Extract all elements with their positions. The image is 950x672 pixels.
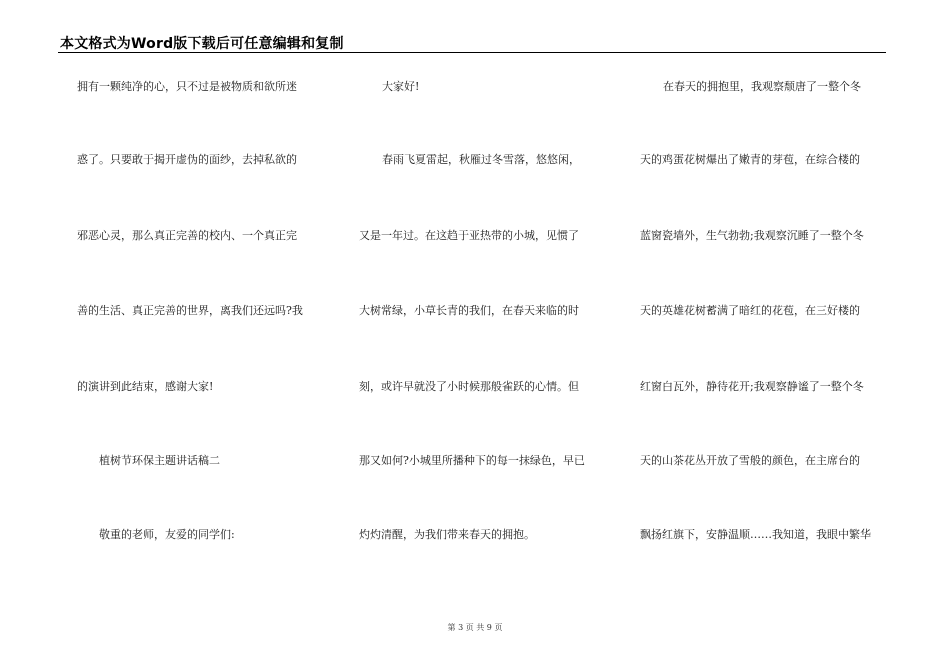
section-heading: 植树节环保主题讲话稿二 xyxy=(99,454,220,467)
paragraph-line: 飘扬红旗下，安静温顺……我知道，我眼中繁华 xyxy=(640,528,871,541)
header-divider xyxy=(58,52,886,53)
paragraph-line: 拥有一颗纯净的心，只不过是被物质和欲所迷 xyxy=(77,80,297,93)
paragraph-line: 敬重的老师，友爱的同学们: xyxy=(99,528,235,541)
paragraph-line: 大树常绿，小草长青的我们，在春天来临的时 xyxy=(359,304,579,317)
paragraph-line: 天的英雄花树蓄满了暗红的花苞，在三好楼的 xyxy=(640,304,860,317)
paragraph-line: 在春天的拥抱里，我观察颓唐了一整个冬 xyxy=(663,80,861,93)
paragraph-line: 大家好! xyxy=(382,80,420,93)
page-number: 第 3 页 共 9 页 xyxy=(447,623,503,632)
paragraph-line: 惑了。只要敢于揭开虚伪的面纱，去掉私欲的 xyxy=(77,153,297,166)
paragraph-line: 天的鸡蛋花树爆出了嫩青的芽苞，在综合楼的 xyxy=(640,153,860,166)
paragraph-line: 灼灼清醒，为我们带来春天的拥抱。 xyxy=(359,528,535,541)
paragraph-line: 善的生活、真正完善的世界，离我们还远吗?我 xyxy=(77,304,303,317)
paragraph-line: 刻，或许早就没了小时候那般雀跃的心情。但 xyxy=(359,380,579,393)
document-header-title: 本文格式为Word版下载后可任意编辑和复制 xyxy=(60,36,344,52)
paragraph-line: 红窗白瓦外，静待花开;我观察静谧了一整个冬 xyxy=(640,380,864,393)
paragraph-line: 邪恶心灵，那么真正完善的校内、一个真正完 xyxy=(77,229,297,242)
paragraph-line: 那又如何?小城里所播种下的每一抹绿色，早已 xyxy=(359,454,585,467)
paragraph-line: 又是一年过。在这趋于亚热带的小城，见惯了 xyxy=(359,229,579,242)
paragraph-line: 的演讲到此结束，感谢大家! xyxy=(77,380,214,393)
paragraph-line: 天的山茶花丛开放了雪般的颜色，在主席台的 xyxy=(640,454,860,467)
paragraph-line: 蓝窗瓷墙外，生气勃勃;我观察沉睡了一整个冬 xyxy=(640,229,864,242)
paragraph-line: 春雨飞夏雷起，秋雁过冬雪落，悠悠闲， xyxy=(382,153,580,166)
